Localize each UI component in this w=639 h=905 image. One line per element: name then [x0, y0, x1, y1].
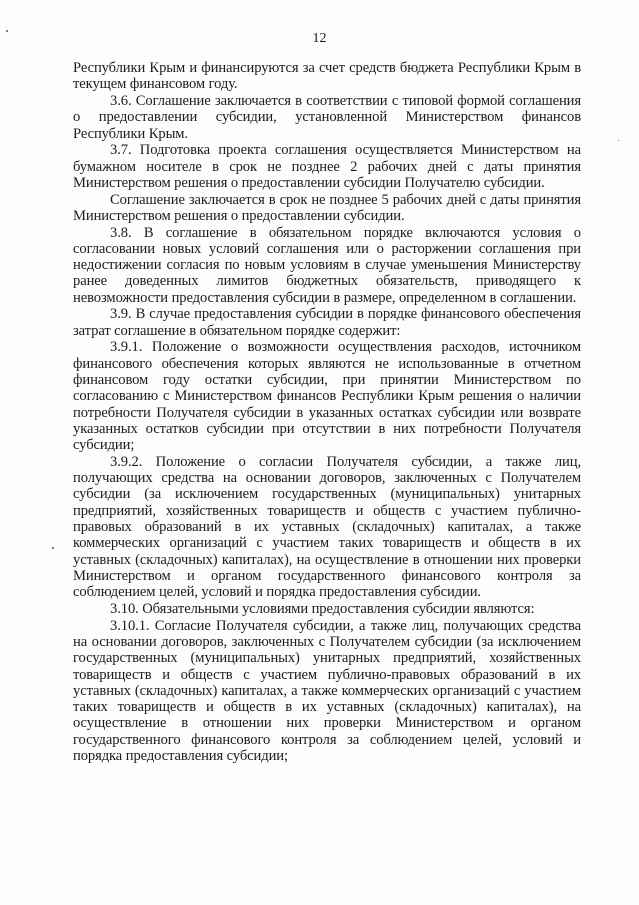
paragraph-3-9-1: 3.9.1. Положение о возможности осуществления расходов, источником финансового обеспечения которых являются не использованные в отчетном финансовом году остатки субсидии, при принятии Министерством по согласованию с Министерством финансов Республики Крым решения о наличии потребности Получателя субсидии в указанных остатках субсидии или возврате указанных остатков субсидии при отсутствии в них потребности Получателя субсидии; [73, 339, 581, 454]
document-body [73, 60, 581, 765]
paragraph-3-7-term: Соглашение заключается в срок не позднее 5 рабочих дней с даты принятия Министерством решения о предоставлении субсидии. [73, 191, 581, 224]
scan-artifact [52, 547, 54, 549]
paragraph-3-9-2: 3.9.2. Положение о согласии Получателя субсидии, а также лиц, получающих средства на основании договоров, заключенных с Получателем субсидии (за исключением государственных (муниципальных) унитарных предприятий, хозяйственных товариществ и обществ с участием публично-правовых образований в их уставных (складочных) капиталах, а также коммерческих организаций с участием таких товариществ и обществ в их уставных (складочных) капиталах), на осуществление в отношении них проверки Министерством и органом государственного финансового контроля за соблюдением целей, условий и порядка предоставления субсидии. [73, 453, 581, 601]
page-number: 12 [312, 31, 327, 46]
paragraph-3-10: 3.10. Обязательными условиями предоставления субсидии являются: [110, 600, 535, 617]
paragraph-continuation: Республики Крым и финансируются за счет средств бюджета Республики Крым в текущем финансовом году. [73, 60, 581, 93]
paragraph-3-9: 3.9. В случае предоставления субсидии в порядке финансового обеспечения затрат соглашение в обязательном порядке содержит: [73, 306, 581, 339]
paragraph-3-6: 3.6. Соглашение заключается в соответствии с типовой формой соглашения о предоставлении субсидии, установленной Министерством финансов Республики Крым. [73, 92, 581, 142]
scan-artifact [6, 30, 8, 32]
paragraph-3-8: 3.8. В соглашение в обязательном порядке включаются условия о согласовании новых условий соглашения или о расторжении соглашения при недостижении согласия по новым условиям в случае уменьшения Министерству ранее доведенных лимитов бюджетных обязательств, приводящего к невозможности предоставления субсидии в размере, определенном в соглашении. [73, 224, 581, 306]
scan-artifact [618, 140, 619, 141]
paragraph-3-7: 3.7. Подготовка проекта соглашения осуществляется Министерством на бумажном носителе в срок не позднее 2 рабочих дней с даты принятия Министерством решения о предоставлении субсидии Получателю субсидии. [73, 142, 581, 191]
paragraph-3-10-1: 3.10.1. Согласие Получателя субсидии, а также лиц, получающих средства на основании договоров, заключенных с Получателем субсидии (за исключением государственных (муниципальных) унитарных предприятий, хозяйственных товариществ и обществ с участием публично-правовых образований в их уставных (складочных) капиталах, а также коммерческих организаций с участием таких товариществ и обществ в их уставных (складочных) капиталах), на осуществление в отношении них проверки Министерством и органом государственного финансового контроля за соблюдением целей, условий и порядка предоставления субсидии; [73, 617, 581, 764]
